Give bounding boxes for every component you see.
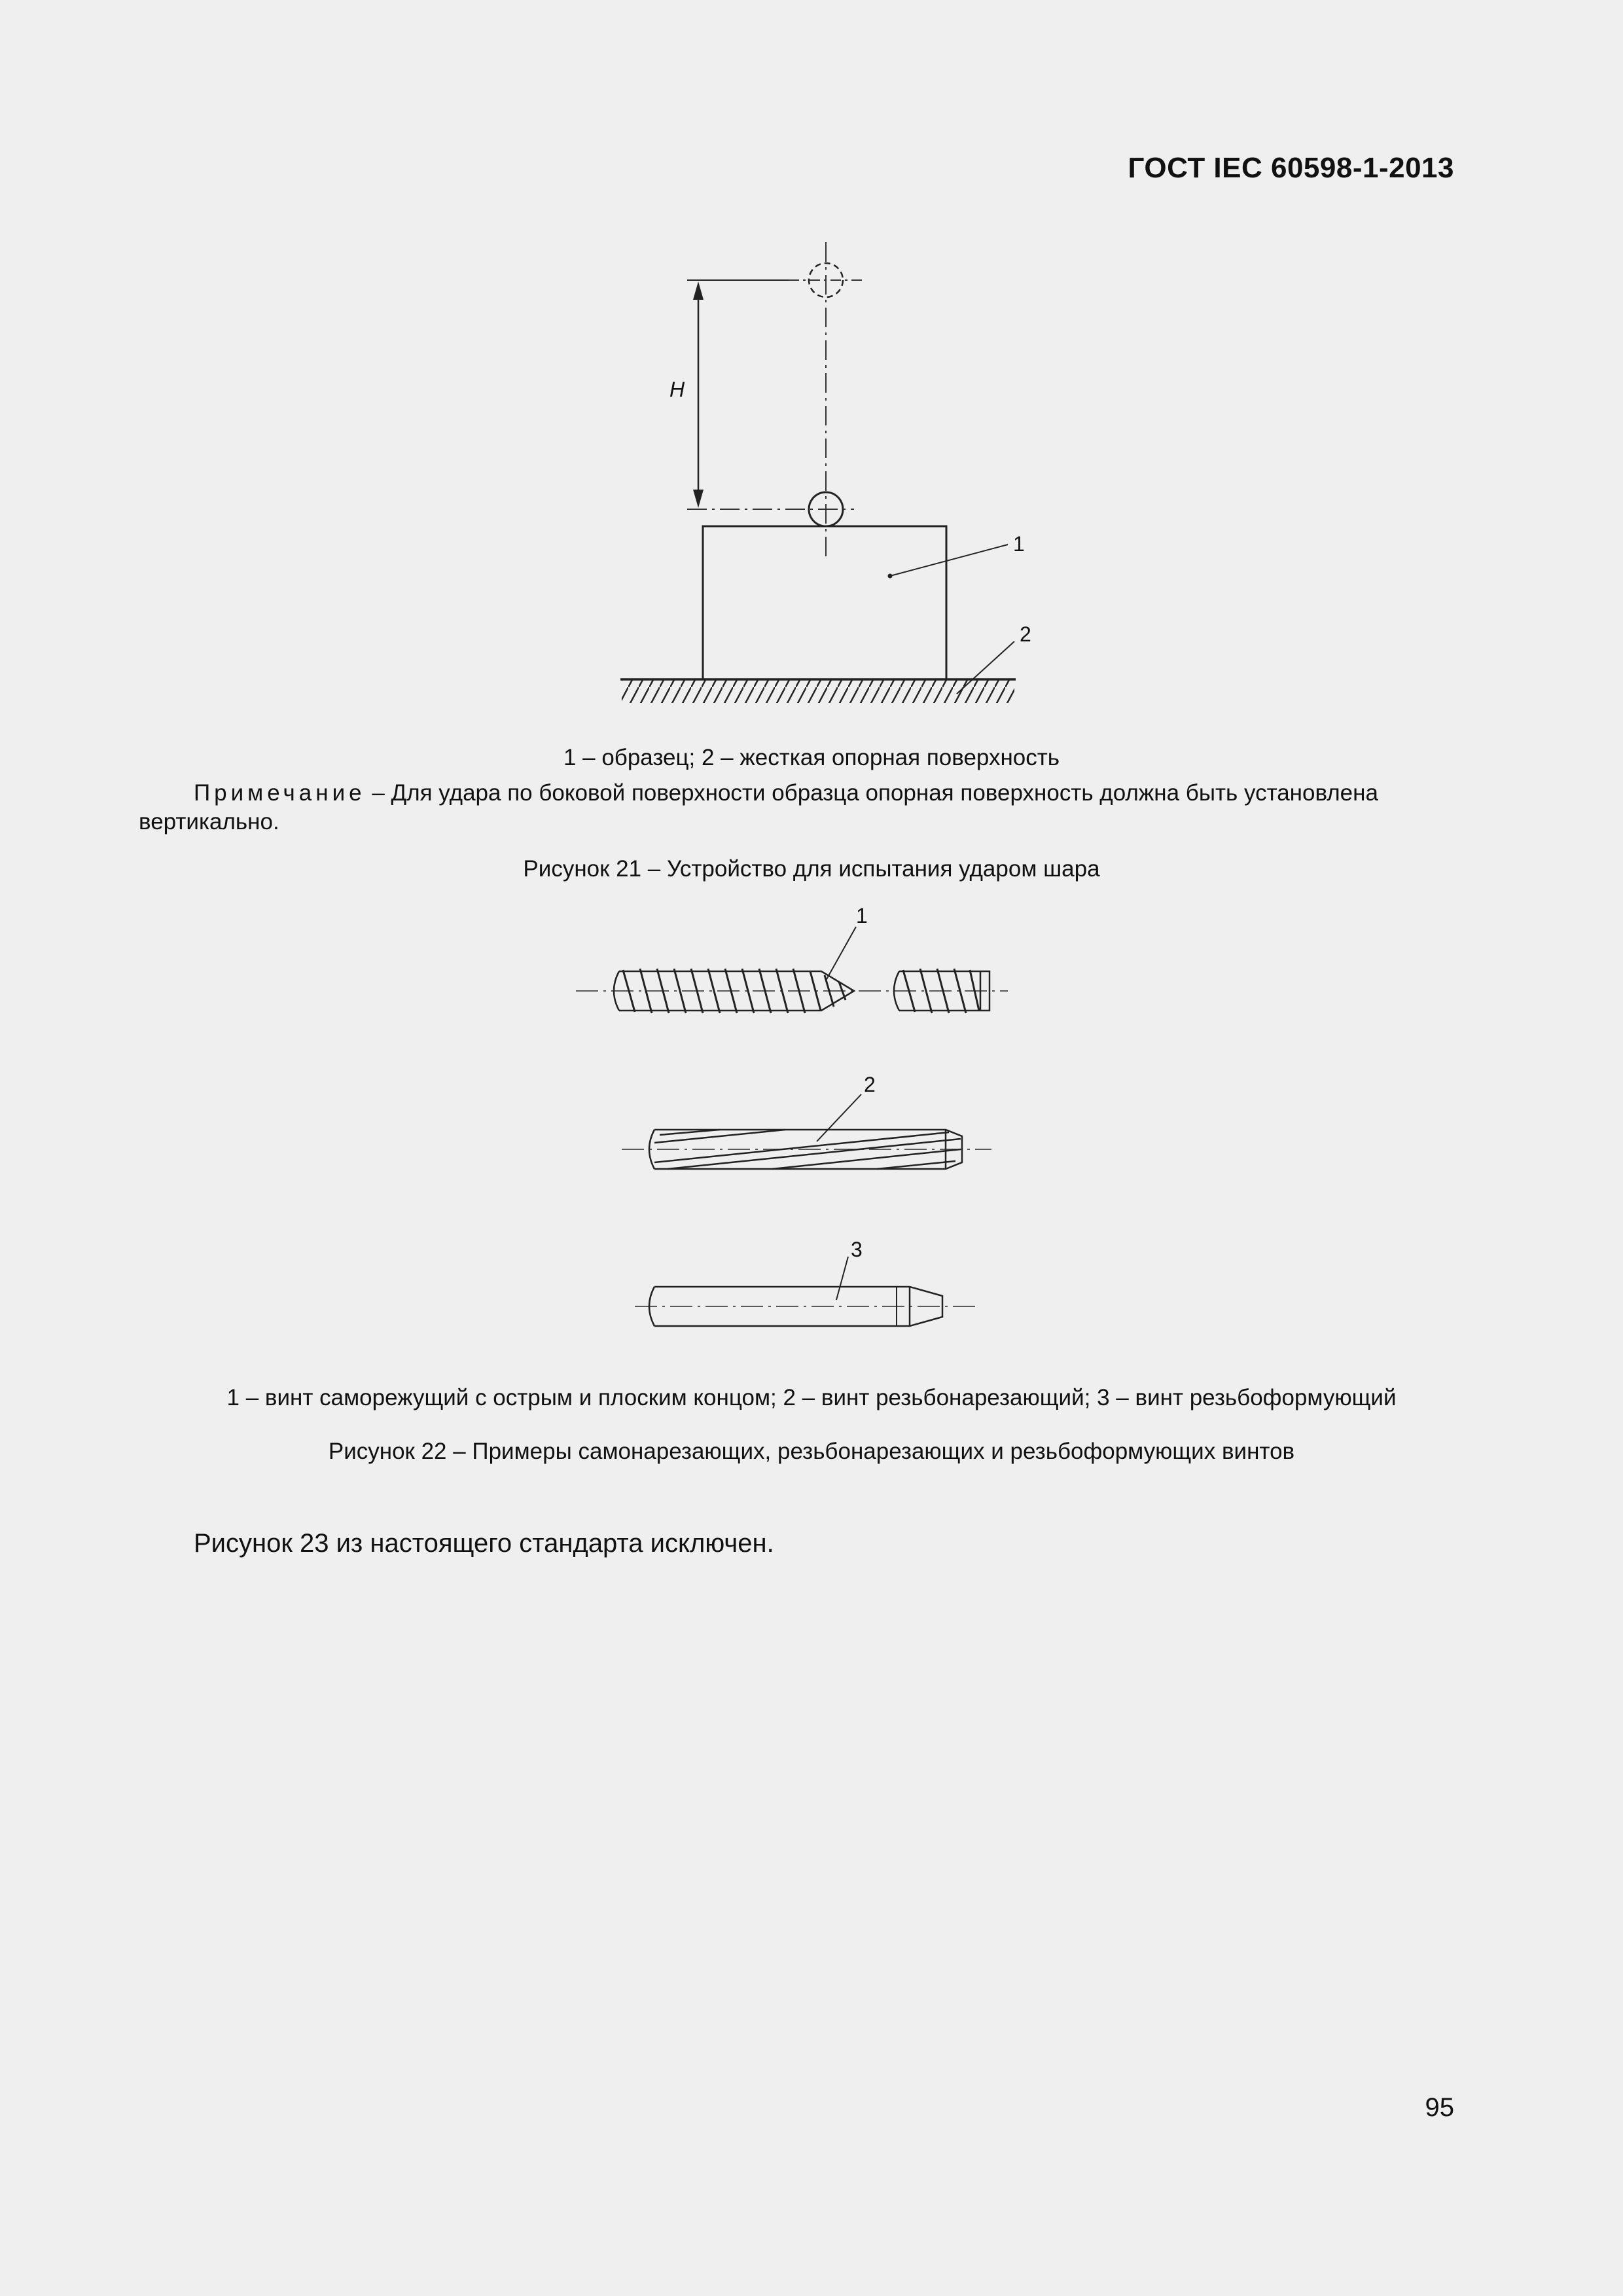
figure-21-caption: Рисунок 21 – Устройство для испытания ударом шара [523, 856, 1100, 882]
figure-22-caption: Рисунок 22 – Примеры самонарезающих, резьбонарезающих и резьбоформующих винтов [328, 1439, 1295, 1464]
document-code: ГОСТ IEC 60598-1-2013 [1128, 152, 1454, 184]
specimen [703, 526, 946, 679]
callout-screw-3: 3 [851, 1238, 863, 1261]
callout-screw-2: 2 [864, 1073, 876, 1096]
page-number: 95 [1425, 2093, 1454, 2122]
thread-forming-screw [635, 1238, 975, 1326]
figure-23-removed-text: Рисунок 23 из настоящего стандарта исключен. [194, 1529, 774, 1558]
figure-22-legend: 1 – винт саморежущий с острым и плоским концом; 2 – винт резьбонарезающий; 3 – винт резьбоформующий [226, 1385, 1397, 1410]
note-label: Примечание [194, 780, 366, 806]
figure-22-drawing [0, 903, 1623, 1361]
self-tapping-screw [576, 904, 1008, 1013]
figure-21-drawing [0, 0, 1623, 733]
figure-21-note [139, 779, 1454, 836]
dim-label-h: H [669, 378, 685, 401]
note-text: – Для удара по боковой поверхности образца опорная поверхность должна быть установлена вертикально. [139, 780, 1378, 834]
thread-cutting-screw [622, 1073, 991, 1169]
support-hatch [622, 679, 1014, 703]
callout-2: 2 [1020, 622, 1031, 646]
figure-21-legend: 1 – образец; 2 – жесткая опорная поверхность [563, 745, 1060, 770]
callout-screw-1: 1 [856, 904, 868, 927]
callout-1: 1 [1013, 532, 1025, 556]
